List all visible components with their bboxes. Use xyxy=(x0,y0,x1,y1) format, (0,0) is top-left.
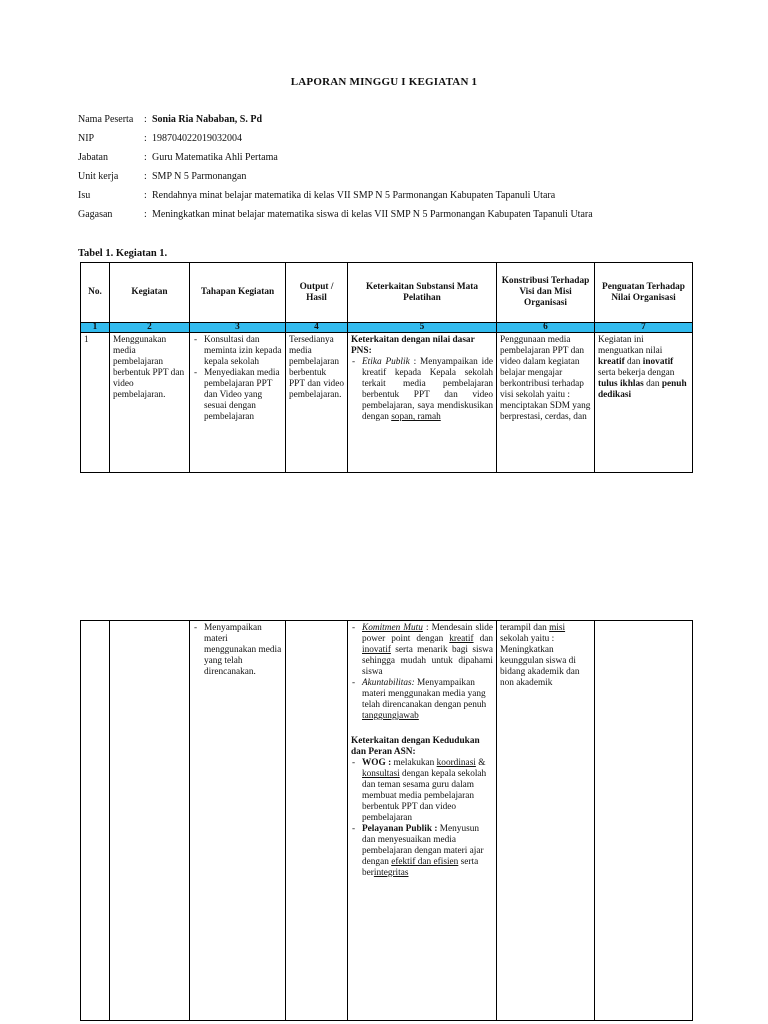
list-item: - Pelayanan Publik : Menyusun dan menyesuaikan media pembelajaran dengan materi ajar dengan efektif dan efisien serta berintegritas xyxy=(362,824,493,879)
activity-table-continued xyxy=(80,620,693,1021)
column-number: 6 xyxy=(497,323,595,333)
info-label: Jabatan xyxy=(78,152,108,163)
cell-kontribusi: Penggunaan media pembelajaran PPT dan video dalam kegiatan belajar mengajar berkontribusi terhadap visi sekolah yaitu : menciptakan SDM yang berprestasi, cerdas, dan xyxy=(497,333,595,473)
cell-kegiatan: Menggunakan media pembelajaran berbentuk PPT dan video pembelajaran. xyxy=(110,333,190,473)
column-number-row xyxy=(81,323,693,333)
info-value: 198704022019032004 xyxy=(152,133,242,144)
info-row-nip: NIP : 198704022019032004 xyxy=(78,132,718,151)
kedudukan-heading: Keterkaitan dengan Kedudukan dan Peran ASN: xyxy=(351,736,480,757)
info-label: Isu xyxy=(78,190,91,201)
cell-tahapan xyxy=(190,333,286,473)
column-number: 2 xyxy=(110,323,190,333)
akuntabilitas-label: Akuntabilitas: xyxy=(362,678,415,688)
cell-substansi xyxy=(348,621,497,1021)
info-value: Guru Matematika Ahli Pertama xyxy=(152,152,278,163)
column-number: 5 xyxy=(348,323,497,333)
cell-tahapan xyxy=(190,621,286,1021)
cell-kontribusi: terampil dan misi sekolah yaitu : Meningkatkan keunggulan siswa di bidang akademik dan non akademik xyxy=(497,621,595,1021)
value-penuh-dedikasi: penuh dedikasi xyxy=(598,379,687,400)
pelayanan-label: Pelayanan Publik : xyxy=(362,824,438,834)
list-item: - Akuntabilitas: Menyampaikan materi menggunakan media yang telah direncanakan dengan penuh tanggungjawab xyxy=(362,678,493,722)
etika-underline: sopan, ramah xyxy=(391,412,441,422)
info-label: Unit kerja xyxy=(78,171,119,182)
table-row xyxy=(81,621,693,1021)
cell-output: Tersedianya media pembelajaran berbentuk PPT dan video pembelajaran. xyxy=(286,333,348,473)
header-substansi: Keterkaitan Substansi Mata Pelatihan xyxy=(348,263,497,323)
header-no: No. xyxy=(81,263,110,323)
info-value: SMP N 5 Parmonangan xyxy=(152,171,247,182)
header-penguatan: Penguatan Terhadap Nilai Organisasi xyxy=(595,263,693,323)
cell-no: 1 xyxy=(81,333,110,473)
info-row-gagasan: Gagasan : Meningkatkan minat belajar matematika siswa di kelas VII SMP N 5 Parmonangan Kabupaten Tapanuli Utara xyxy=(78,208,718,227)
table-header-row xyxy=(81,263,693,323)
participant-info xyxy=(78,113,718,227)
cell-substansi xyxy=(348,333,497,473)
header-kegiatan: Kegiatan xyxy=(110,263,190,323)
list-item xyxy=(362,357,493,423)
komitmen-label: Komitmen Mutu xyxy=(362,623,423,633)
page-title: LAPORAN MINGGU I KEGIATAN 1 xyxy=(290,76,478,88)
cell-penguatan: Kegiatan ini menguatkan nilai kreatif dan inovatif serta bekerja dengan tulus ikhlas dan penuh dedikasi xyxy=(595,333,693,473)
list-item: - Konsultasi dan meminta izin kepada kepala sekolah xyxy=(204,335,282,368)
column-number: 1 xyxy=(81,323,110,333)
value-tulus-ikhlas: tulus ikhlas xyxy=(598,379,644,389)
list-item: - Menyampaikan materi menggunakan media yang telah direncanakan. xyxy=(204,623,282,678)
cell-penguatan xyxy=(595,621,693,1021)
info-label: Nama Peserta xyxy=(78,114,134,125)
list-item: - Menyediakan media pembelajaran PPT dan Video yang sesuai dengan pembelajaran xyxy=(204,368,282,423)
substansi-heading: Keterkaitan dengan nilai dasar PNS: xyxy=(351,335,475,356)
info-label: NIP xyxy=(78,133,95,144)
table-caption: Tabel 1. Kegiatan 1. xyxy=(78,248,168,259)
info-value: Rendahnya minat belajar matematika di kelas VII SMP N 5 Parmonangan Kabupaten Tapanuli Utara xyxy=(152,190,556,201)
value-inovatif: inovatif xyxy=(642,357,674,367)
table-row xyxy=(81,333,693,473)
column-number: 4 xyxy=(286,323,348,333)
cell-kegiatan xyxy=(110,621,190,1021)
header-output: Output / Hasil xyxy=(286,263,348,323)
etika-text: : Menyampaikan ide kreatif kepada Kepala sekolah terkait media pembelajaran berbentuk PPT dan video pembelajaran, saya mendiskusikan dengan xyxy=(362,357,494,422)
etika-label: Etika Publik xyxy=(362,357,410,367)
wog-label: WOG : xyxy=(362,758,392,768)
cell-output xyxy=(286,621,348,1021)
header-kontribusi: Konstribusi Terhadap Visi dan Misi Organisasi xyxy=(497,263,595,323)
info-row-isu: Isu : Rendahnya minat belajar matematika di kelas VII SMP N 5 Parmonangan Kabupaten Tapanuli Utara xyxy=(78,189,718,208)
header-tahapan: Tahapan Kegiatan xyxy=(190,263,286,323)
info-value: Sonia Ria Nababan, S. Pd xyxy=(152,114,263,125)
column-number: 3 xyxy=(190,323,286,333)
value-kreatif: kreatif xyxy=(598,357,625,367)
info-row-jabatan: Jabatan : Guru Matematika Ahli Pertama xyxy=(78,151,718,170)
info-row-unit-kerja: Unit kerja : SMP N 5 Parmonangan xyxy=(78,170,718,189)
list-item: - Komitmen Mutu : Mendesain slide power point dengan kreatif dan inovatif serta menarik bagi siswa sehingga mudah untuk dipahami siswa xyxy=(362,623,493,678)
column-number: 7 xyxy=(595,323,693,333)
info-row-name: Nama Peserta : Sonia Ria Nababan, S. Pd xyxy=(78,113,718,132)
cell-no xyxy=(81,621,110,1021)
info-label: Gagasan xyxy=(78,209,113,220)
list-item: - WOG : melakukan koordinasi & konsultasi dengan kepala sekolah dan teman sesama guru dalam membuat media pembelajaran berbentuk PPT dan video pembelajaran xyxy=(362,758,493,824)
info-value: Meningkatkan minat belajar matematika siswa di kelas VII SMP N 5 Parmonangan Kabupaten Tapanuli Utara xyxy=(152,209,593,220)
activity-table xyxy=(80,262,693,473)
